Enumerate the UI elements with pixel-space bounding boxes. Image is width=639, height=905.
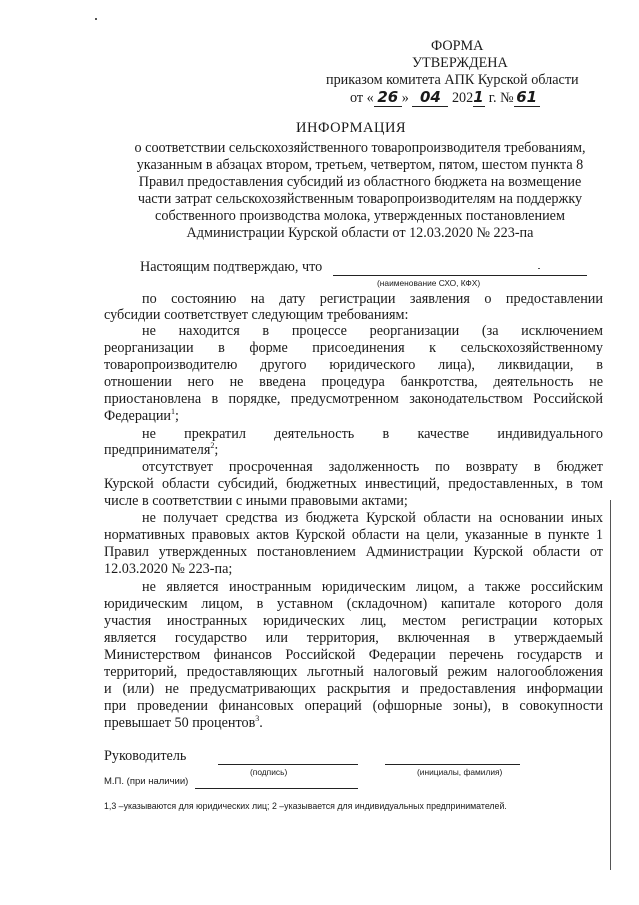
body-line-with-note (104, 715, 263, 731)
footnote-ref: 2 (210, 441, 215, 450)
confirm-text: Настоящим подтверждаю, что (140, 259, 323, 275)
handwritten-month: 04 (412, 88, 448, 107)
body-line: Федерации (104, 408, 172, 424)
form-label: ФОРМА (431, 38, 484, 54)
date-from: от (350, 90, 364, 106)
handwritten-order-number: 61 (514, 88, 540, 107)
scan-edge-line (610, 500, 611, 870)
body-line-with-note (104, 408, 179, 424)
body-line: товаропроизводителю другого юридического лица), ликвидации, в (104, 357, 603, 373)
footnote-ref: 1 (171, 407, 176, 416)
scan-dust (95, 18, 97, 20)
document-title: ИНФОРМАЦИЯ (296, 120, 407, 136)
body-line: предпринимателя (104, 442, 211, 458)
year-prefix: 202 (451, 90, 474, 106)
subtitle-line: Администрации Курской области от 12.03.2020 № 223-па (186, 225, 534, 241)
date-open-quote: « (366, 90, 374, 106)
handwritten-day: 26 (374, 88, 402, 107)
body-line: числе в соответствии с иными правовыми актами; (104, 493, 408, 509)
body-line: Правил утвержденных постановлением Администрации Курской области от (104, 544, 603, 560)
subtitle-line: собственного производства молока, утвержденных постановлением (155, 208, 565, 224)
body-line: является государство или территория, включенная в утверждаемый (104, 630, 603, 646)
subtitle-line: части затрат сельскохозяйственным товаропроизводителям на поддержку (137, 191, 583, 207)
footnote-ref: 3 (255, 714, 260, 723)
body-line: не является иностранным юридическим лицом, а также российским (142, 579, 603, 595)
organization-name-caption: (наименование СХО, КФХ) (377, 278, 481, 288)
body-line-with-note (104, 442, 218, 458)
body-line: приостановлена в порядке, предусмотренном законодательством Российской (104, 391, 603, 407)
subtitle-line: о соответствии сельскохозяйственного товаропроизводителя требованиям, (134, 140, 586, 156)
subtitle-line: указанным в абзацах втором, третьем, четвертом, пятом, шестом пункта 8 (136, 157, 584, 173)
body-line: при проведении финансовых операций (офшорные зоны), в совокупности (104, 698, 603, 714)
body-line: территорий, предоставляющих льготный налоговый режим налогообложения (104, 664, 603, 680)
body-line: Курской области субсидий, бюджетных инвестиций, предоставленных, в том (104, 476, 603, 492)
stamp-field[interactable] (195, 788, 358, 789)
body-line: субсидии соответствует следующим требованиям: (104, 307, 409, 323)
date-close-quote: » (401, 90, 409, 106)
name-caption: (инициалы, фамилия) (417, 767, 503, 777)
body-line: 12.03.2020 № 223-па; (104, 561, 233, 577)
line-end: ; (214, 442, 219, 458)
signature-caption: (подпись) (250, 767, 288, 777)
body-line: не получает средства из бюджета Курской области на основании иных (142, 510, 603, 526)
scan-dust (538, 268, 540, 269)
order-date-line (350, 88, 540, 107)
body-line: отсутствует просроченная задолженность по возврату в бюджет (142, 459, 603, 475)
name-field[interactable] (385, 764, 520, 765)
subtitle-line: Правил предоставления субсидий из областного бюджета на возмещение (138, 174, 582, 190)
handwritten-year: 1 (473, 88, 484, 106)
footnote-text: 1,3 –указываются для юридических лиц; 2 –указывается для индивидуальных предпринимателей. (104, 801, 507, 811)
body-line: не находится в процессе реорганизации (за исключением (142, 323, 603, 339)
body-line: участия иностранных юридических лиц, местом регистрации которых (104, 613, 603, 629)
body-line: нормативных правовых актов Курской области на цели, указанные в пункте 1 (104, 527, 603, 543)
body-line: отношении него не введена процедура банкротства, деятельность не (104, 374, 603, 390)
body-line: по состоянию на дату регистрации заявления о предоставлении (142, 291, 603, 307)
signature-field[interactable] (218, 764, 358, 765)
head-label: Руководитель (104, 748, 187, 764)
body-line: превышает 50 процентов (104, 715, 256, 731)
line-end: ; (175, 408, 179, 424)
body-line: и (или) не предусматривающих раскрытия и предоставления информации (104, 681, 603, 697)
body-line: Министерством финансов Российской Федерации перечень государств и (104, 647, 603, 663)
stamp-label: М.П. (при наличии) (104, 776, 189, 787)
organization-name-field[interactable] (333, 275, 587, 276)
line-end: . (259, 715, 263, 731)
order-line: приказом комитета АПК Курской области (326, 72, 579, 88)
approved-label: УТВЕРЖДЕНА (412, 55, 508, 71)
body-line: реорганизации в форме присоединения к сельскохозяйственному (104, 340, 603, 356)
body-line: юридическим лицом, в уставном (складочном) капитале которого доля (104, 596, 603, 612)
year-number-label: г. № (488, 90, 514, 106)
body-line: не прекратил деятельность в качестве индивидуального (142, 426, 603, 442)
